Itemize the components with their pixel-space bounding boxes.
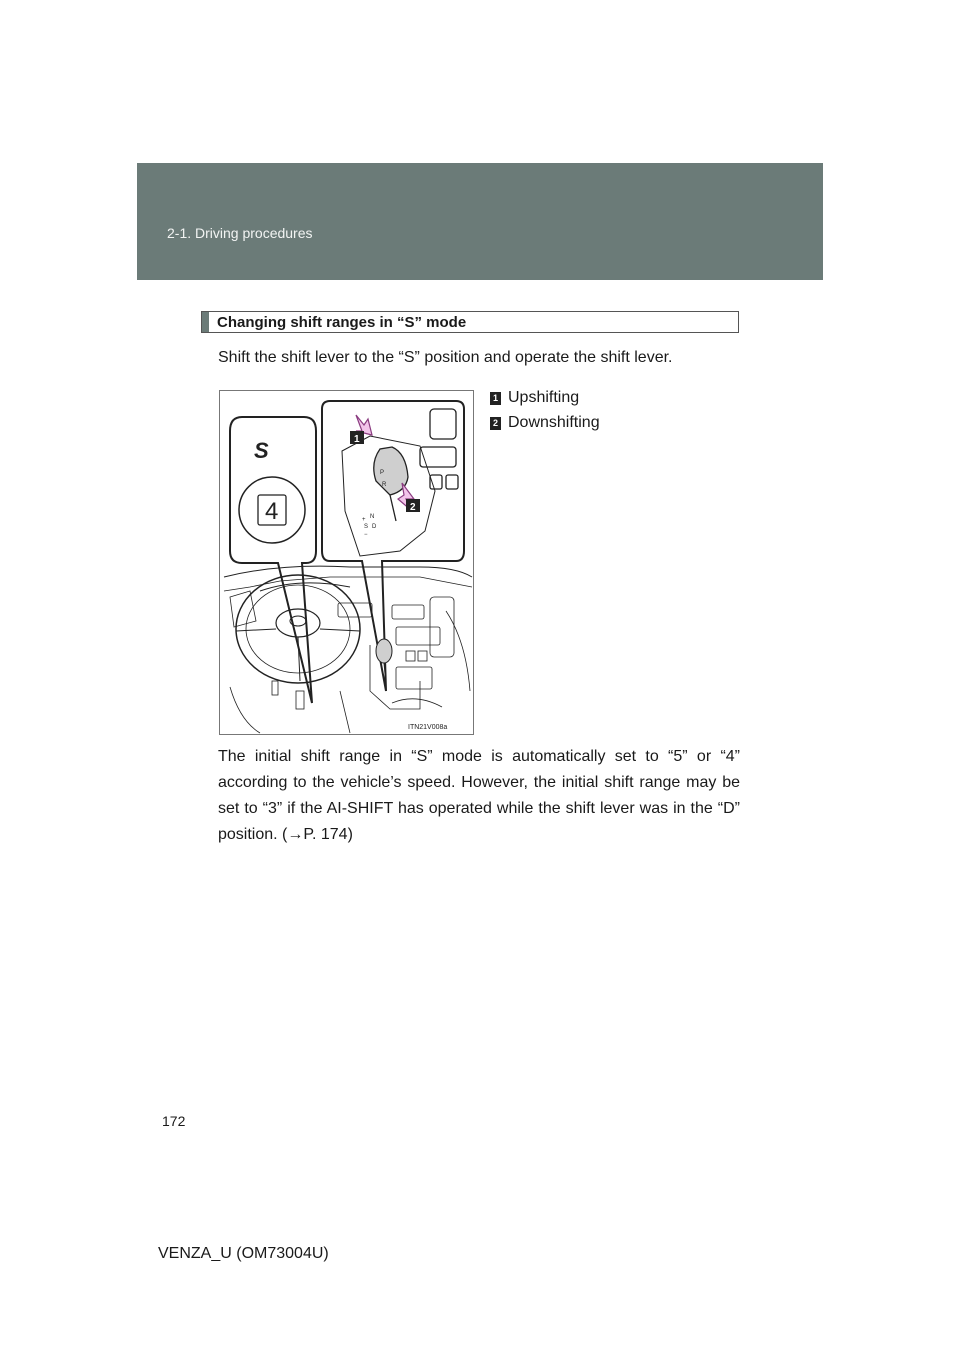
callout-2-label: 2: [410, 502, 416, 513]
section-breadcrumb: 2-1. Driving procedures: [167, 225, 313, 241]
mode-letter: S: [254, 438, 269, 463]
shift-letter-s: S: [364, 524, 369, 530]
shift-minus: −: [364, 532, 368, 538]
legend-2-label: Downshifting: [508, 414, 600, 431]
page-number: 172: [162, 1113, 186, 1129]
legend-2-number: 2: [490, 417, 501, 430]
section-heading: [201, 311, 739, 333]
page-reference-arrow: →: [287, 826, 304, 843]
shift-plus: +: [362, 517, 366, 523]
legend-item-upshifting: [490, 389, 579, 407]
gear-digit: 4: [265, 498, 279, 525]
console-shift-knob: [376, 639, 392, 663]
shift-letter-r: R: [382, 482, 387, 488]
callout-1-label: 1: [354, 434, 360, 445]
heading-marker: [202, 312, 209, 332]
meter-callout-bubble: [230, 417, 316, 703]
shift-letter-p: P: [380, 470, 385, 476]
dashboard-outline: [224, 566, 472, 577]
lever-callout-bubble: [322, 401, 464, 691]
intro-text: Shift the shift lever to the “S” position and operate the shift lever.: [218, 349, 673, 366]
shift-lever-illustration: [219, 390, 474, 735]
body-text: The initial shift range in “S” mode is automatically set to “5” or “4” according to the vehicle’s speed. However, the initial shift range may be set to “3” if the AI-SHIFT has operated while the shift lever was in the “D” position. (: [218, 748, 740, 843]
legend-1-number: 1: [490, 392, 501, 405]
shift-letter-d: D: [372, 524, 377, 530]
footer-model-code: VENZA_U (OM73004U): [158, 1245, 329, 1262]
header-band: [137, 163, 823, 280]
heading-title: Changing shift ranges in “S” mode: [217, 314, 467, 331]
shift-letter-n: N: [370, 514, 375, 520]
steering-wheel: [236, 575, 360, 683]
body-paragraph: [218, 744, 740, 848]
page-reference: P. 174): [303, 826, 353, 843]
image-code: ITN21V008a: [408, 724, 448, 731]
legend-item-downshifting: [490, 414, 600, 432]
legend-1-label: Upshifting: [508, 389, 580, 406]
